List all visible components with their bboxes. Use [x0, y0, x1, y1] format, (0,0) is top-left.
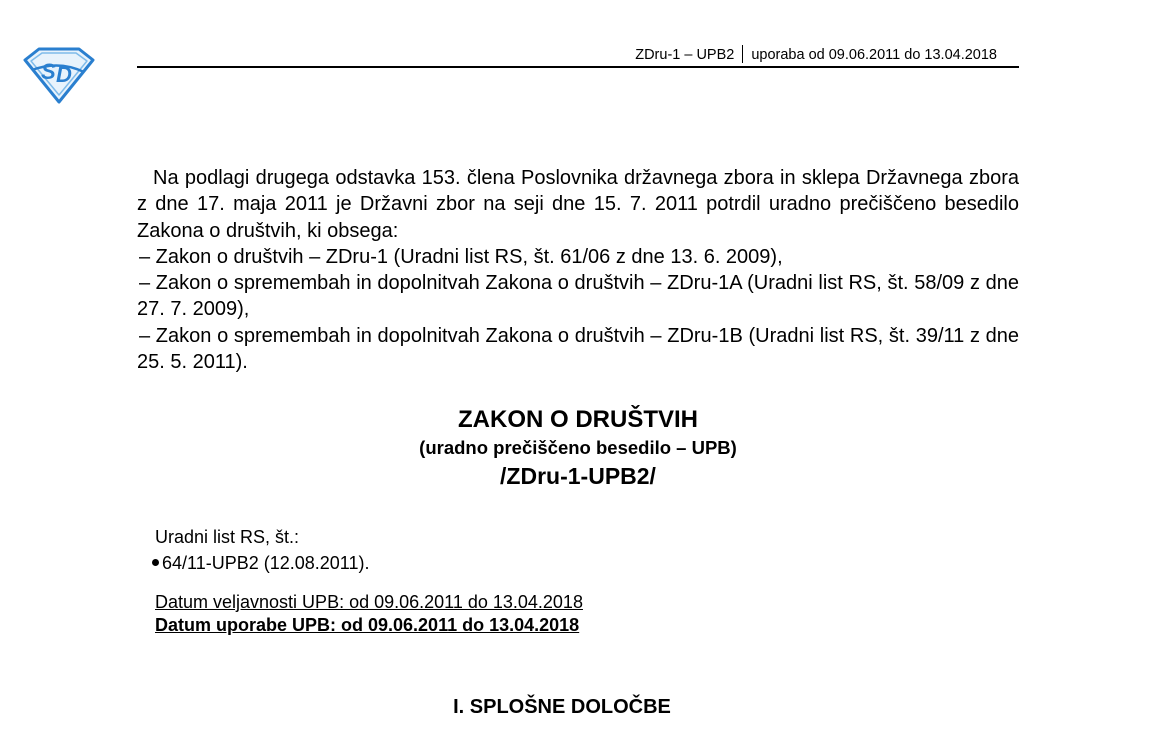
intro-paragraph: Na podlagi drugega odstavka 153. člena Poslovnika državnega zbora in sklepa Državnega zbora z dne 17. maja 2011 je Državni zbor na seji dne 15. 7. 2011 potrdil uradno prečiščeno besedilo Zakona o društvih, ki obsega: — [137, 167, 1019, 242]
intro-section — [137, 165, 1019, 375]
logo-letter-s: S — [41, 59, 56, 84]
law-title-block — [137, 404, 1019, 492]
usage-date: Datum uporabe UPB: od 09.06.2011 do 13.04.2018 — [155, 615, 580, 635]
law-code: /ZDru-1-UPB2/ — [500, 463, 656, 489]
gazette-label: Uradni list RS, št.: — [155, 527, 300, 547]
bullet-icon — [152, 559, 159, 566]
amendment-item: – Zakon o spremembah in dopolnitvah Zakona o društvih – ZDru-1A (Uradni list RS, št. 58/09 z dne 27. 7. 2009), — [137, 272, 1019, 321]
amendment-item: – Zakon o spremembah in dopolnitvah Zakona o društvih – ZDru-1B (Uradni list RS, št. 39/11 z dne 25. 5. 2011). — [137, 324, 1019, 374]
gazette-section — [155, 524, 369, 576]
header-usage-period: uporaba od 09.06.2011 do 13.04.2018 — [751, 47, 997, 63]
amendment-item: – Zakon o društvih – ZDru-1 (Uradni list RS, št. 61/06 z dne 13. 6. 2009), — [139, 245, 783, 268]
logo-letter-d: D — [56, 62, 72, 87]
law-title: ZAKON O DRUŠTVIH — [458, 406, 698, 433]
chapter-heading: I. SPLOŠNE DOLOČBE — [453, 696, 671, 718]
header-doc-code: ZDru-1 – UPB2 — [635, 47, 735, 63]
shield-icon — [22, 46, 96, 104]
gazette-entry: 64/11-UPB2 (12.08.2011). — [155, 550, 369, 576]
law-subtitle: (uradno prečiščeno besedilo – UPB) — [419, 437, 737, 458]
header-separator — [742, 45, 743, 63]
header-text — [635, 45, 997, 63]
sd-logo-icon — [22, 46, 96, 104]
validity-section — [155, 591, 583, 637]
running-header — [137, 44, 1019, 68]
validity-date: Datum veljavnosti UPB: od 09.06.2011 do 13.04.2018 — [155, 592, 583, 612]
